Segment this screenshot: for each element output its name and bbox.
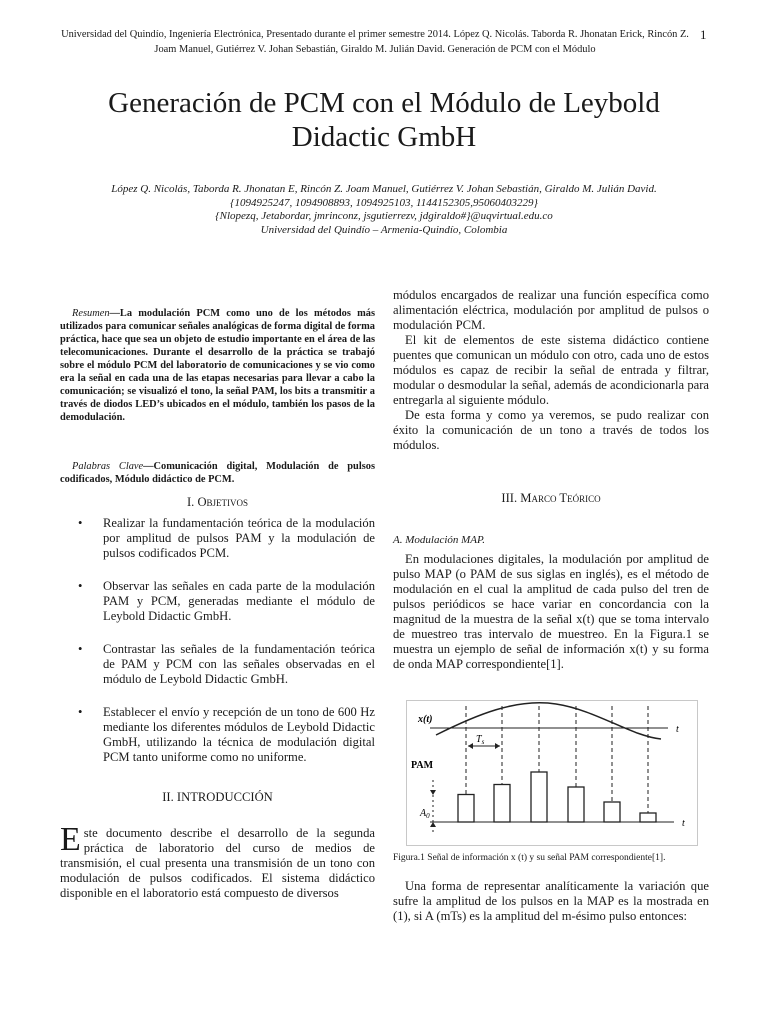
author-ids: {1094925247, 1094908893, 1094925103, 1144152305,95060403229} <box>230 196 538 209</box>
running-head: Universidad del Quindío, Ingeniería Electrónica, Presentado durante el primer semestre 2014. López Q. Nicolás. Taborda R. Jhonatan Erick, Rincón Z. Joam Manuel, Gutiérrez V. Johan Sebastián, Giraldo M. Julián David. Generación de PCM con el Módulo <box>61 29 689 55</box>
keywords-text: —Comunicación digital, Modulación de pulsos codificados, Módulo didáctico de PCM. <box>60 461 375 485</box>
section-number: I. <box>186 495 198 509</box>
keywords <box>60 460 375 486</box>
pam-pulse <box>640 813 656 822</box>
section-title: Objetivos <box>197 495 249 509</box>
abstract <box>60 307 375 424</box>
section-heading-objetivos <box>60 495 375 510</box>
list-item <box>60 705 375 765</box>
bullet-icon: • <box>78 705 83 719</box>
page-number: 1 <box>700 27 707 42</box>
pam-pulse <box>494 785 510 823</box>
figure-caption: Figura.1 Señal de información x (t) y su señal PAM correspondiente[1]. <box>393 853 666 863</box>
pam-figure <box>406 700 698 846</box>
pam-label: PAM <box>411 760 434 771</box>
section-heading-marco-teorico <box>393 491 709 506</box>
figure-frame <box>407 701 698 846</box>
list-item <box>60 642 375 687</box>
section-heading-introduccion: II. INTRODUCCIÓN <box>162 790 273 804</box>
representation-paragraph <box>393 879 709 924</box>
list-item <box>60 579 375 624</box>
author-affiliation: Universidad del Quindío – Armenia-Quindío, Colombia <box>260 223 508 236</box>
xt-label: x(t) <box>418 714 433 725</box>
list-item <box>60 516 375 561</box>
paragraph: módulos encargados de realizar una función específica como alimentación eléctrica, modulación por amplitud de pulsos o modulación PCM. <box>393 288 709 332</box>
pam-paragraph <box>393 552 709 672</box>
pam-pulse <box>568 787 584 822</box>
author-names: López Q. Nicolás, Taborda R. Jhonatan E, Rincón Z. Joam Manuel, Gutiérrez V. Johan Sebastián, Giraldo M. Julián David. <box>111 183 657 195</box>
intro-paragraph <box>60 821 375 901</box>
t-label-bottom: t <box>682 818 685 829</box>
section-title: Marco Teórico <box>520 491 601 505</box>
objective-text: Realizar la fundamentación teórica de la modulación por amplitud de pulsos PAM y la modulación de pulsos codificados PCM. <box>103 516 375 560</box>
objective-text: Contrastar las señales de la fundamentación teórica de PAM y PCM con las señales observadas en el módulo de Leybold Didactic GmbH. <box>103 642 375 686</box>
drop-cap: E <box>60 821 81 858</box>
intro-text: ste documento describe el desarrollo de la segunda práctica de laboratorio del curso de medios de transmisión, el cual presenta una transmisión de un tono con modulación de pulsos codificados. El sistema didáctico disponible en el laboratorio está compuesto de diversos <box>60 826 375 900</box>
author-emails: {Nlopezq, Jetabordar, jmrinconz, jsgutierrezv, jdgiraldo#}@uqvirtual.edu.co <box>215 210 553 222</box>
pam-pulse <box>604 802 620 822</box>
a0-label: $A_0$ <box>420 808 430 820</box>
t-label-top: t <box>676 724 679 735</box>
ts-label: $T_s$ <box>476 734 485 746</box>
paragraph: De esta forma y como ya veremos, se pudo realizar con éxito la comunicación de un tono a través de todos los módulos. <box>393 408 709 452</box>
bullet-icon: • <box>78 579 83 593</box>
objectives-list <box>60 516 375 783</box>
objective-text: Establecer el envío y recepción de un tono de 600 Hz mediante los diferentes módulos de Leybold Didactic GmbH, utilizando la técnica de modulación digital PCM tanto uniforme como no uniforme. <box>103 705 375 764</box>
paragraph: En modulaciones digitales, la modulación por amplitud de pulso MAP (o PAM de sus siglas en inglés), es el método de modulación en el cual la amplitud de cada pulso del tren de pulsos periódicos se hace variar en concordancia con la magnitud de la muestra de la señal x(t) que se toma intervalo de muestreo tras intervalo de muestreo. En la Figura.1 se muestra un ejemplo de señal de información x(t) y su forma de onda MAP correspondiente[1]. <box>393 552 709 671</box>
bullet-icon: • <box>78 642 83 656</box>
paper-title: Generación de PCM con el Módulo de Leybold Didactic GmbH <box>108 87 660 153</box>
abstract-text: —La modulación PCM como uno de los métodos más utilizados para comunicar señales analógicas de forma digital de forma práctica, hace que sea un objeto de estudio importante en el área de las telecomunicaciones. Durante el desarrollo de la práctica se trabajó sobre el módulo PCM del laboratorio de comunicaciones y se vio como era la señal en cada una de las etapas necesarias para llevar a cabo la comunicación; se visualizó el tono, la señal PAM, los bits a transmitir a través de diodos LED’s ubicados en el módulo, también los pasos de la demodulación. <box>60 308 375 423</box>
author-block <box>100 183 668 237</box>
bullet-icon: • <box>78 516 83 530</box>
keywords-label: Palabras Clave <box>72 461 144 472</box>
abstract-label: Resumen <box>72 308 110 319</box>
right-intro-continued <box>393 288 709 453</box>
objective-text: Observar las señales en cada parte de la modulación PAM y PCM, generadas mediante el módulo de Leybold Didactic GmbH. <box>103 579 375 623</box>
signal-curve <box>436 703 661 739</box>
pam-pulse <box>458 795 474 823</box>
paragraph: El kit de elementos de este sistema didáctico contiene puentes que comunican un módulo con otro, cada uno de estos módulos es capaz de recibir la señal de entrada y filtrar, modular o desmodular la señal, además de acondicionarla para entregarla al siguiente módulo. <box>393 333 709 407</box>
section-number: III. <box>501 491 521 505</box>
subsection-heading: A. Modulación MAP. <box>393 534 486 546</box>
paragraph: Una forma de representar analíticamente la variación que sufre la amplitud de los pulsos en la MAP es la mostrada en (1), si A (mTs) es la amplitud del m-ésimo pulso entonces: <box>393 879 709 923</box>
sampling-lines <box>466 706 648 822</box>
pam-pulse <box>531 772 547 822</box>
